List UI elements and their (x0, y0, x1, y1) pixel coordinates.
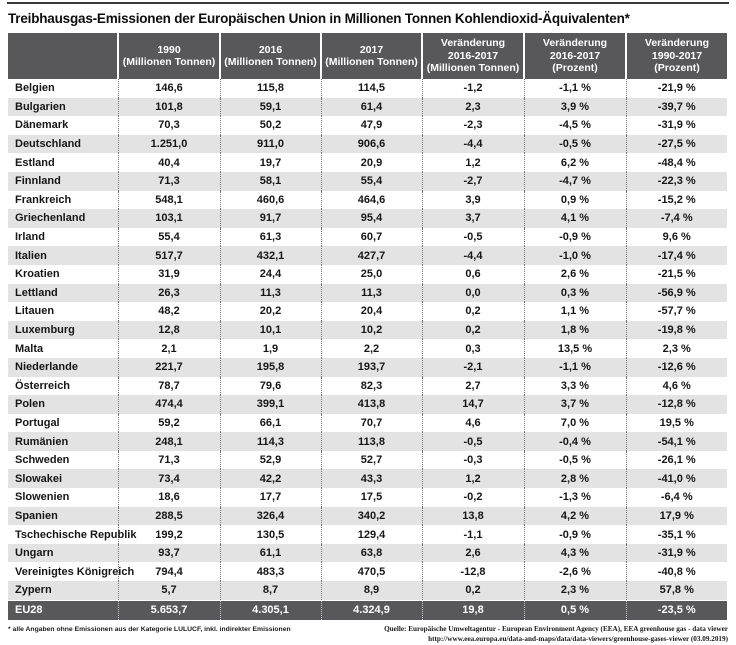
table-row (8, 525, 727, 544)
value-cell: -19,8 % (626, 321, 727, 340)
value-cell: 2,6 % (524, 265, 626, 284)
value-cell: 3,7 % (524, 395, 626, 414)
value-cell: 103,1 (118, 209, 220, 228)
source-attribution (384, 624, 728, 645)
country-cell: Belgien (15, 82, 55, 95)
value-cell: -0,9 % (524, 228, 626, 247)
value-cell: 11,3 (220, 284, 321, 303)
value-cell: -26,1 % (626, 451, 727, 470)
country-cell: Spanien (15, 509, 58, 522)
country-cell: Slowakei (15, 472, 63, 485)
value-cell: 3,7 (422, 209, 524, 228)
value-cell: 1,2 (422, 153, 524, 172)
column-header: 2017 (Millionen Tonnen) (321, 33, 422, 79)
value-cell: -17,4 % (626, 246, 727, 265)
value-cell: -12,8 % (626, 395, 727, 414)
table-row (8, 209, 727, 228)
table-row (8, 302, 727, 321)
value-cell: 13,5 % (524, 339, 626, 358)
value-cell: -0,5 % (524, 135, 626, 154)
country-cell: Schweden (15, 454, 70, 467)
table-row (8, 79, 727, 98)
value-cell: 13,8 (422, 507, 524, 526)
value-cell: -56,9 % (626, 284, 727, 303)
value-cell: -48,4 % (626, 153, 727, 172)
country-cell: Malta (15, 342, 44, 355)
value-cell: 2,1 (118, 339, 220, 358)
table-row (8, 395, 727, 414)
country-cell: Tschechische Republik (15, 528, 137, 541)
value-cell: 61,1 (220, 544, 321, 563)
country-cell: Dänemark (15, 119, 69, 132)
value-cell: 0,9 % (524, 191, 626, 210)
value-cell: 79,6 (220, 377, 321, 396)
value-cell: 20,9 (321, 153, 422, 172)
value-cell: -41,0 % (626, 469, 727, 488)
value-cell: 17,9 % (626, 507, 727, 526)
table-row (8, 153, 727, 172)
value-cell: 130,5 (220, 525, 321, 544)
value-cell: -12,8 (422, 562, 524, 581)
value-cell: 2,6 (422, 544, 524, 563)
value-cell: 20,2 (220, 302, 321, 321)
value-cell: -57,7 % (626, 302, 727, 321)
value-cell: 2,7 (422, 377, 524, 396)
value-cell: -12,6 % (626, 358, 727, 377)
column-header: Veränderung 2016-2017 (Millionen Tonnen) (422, 33, 524, 79)
value-cell: 70,3 (118, 116, 220, 135)
value-cell: 0,2 (422, 302, 524, 321)
value-cell: 50,2 (220, 116, 321, 135)
table-row (8, 339, 727, 358)
country-cell: Estland (15, 156, 55, 169)
value-cell: -0,5 % (524, 451, 626, 470)
value-cell: 906,6 (321, 135, 422, 154)
value-cell: 25,0 (321, 265, 422, 284)
value-cell: -2,1 (422, 358, 524, 377)
value-cell: 24,4 (220, 265, 321, 284)
value-cell: 340,2 (321, 507, 422, 526)
value-cell: -0,4 % (524, 432, 626, 451)
value-cell: -2,6 % (524, 562, 626, 581)
total-value-cell: 0,5 % (524, 600, 626, 620)
value-cell: 1,9 (220, 339, 321, 358)
value-cell: -1,1 % (524, 358, 626, 377)
value-cell: 9,6 % (626, 228, 727, 247)
value-cell: 17,7 (220, 488, 321, 507)
value-cell: 47,9 (321, 116, 422, 135)
value-cell: 113,8 (321, 432, 422, 451)
country-cell: Frankreich (15, 193, 72, 206)
total-value-cell: 4.324,9 (321, 600, 422, 620)
value-cell: -0,2 (422, 488, 524, 507)
value-cell: 114,3 (220, 432, 321, 451)
value-cell: 199,2 (118, 525, 220, 544)
value-cell: 18,6 (118, 488, 220, 507)
country-cell: Lettland (15, 286, 58, 299)
table-row (8, 191, 727, 210)
value-cell: 93,7 (118, 544, 220, 563)
value-cell: -2,3 (422, 116, 524, 135)
value-cell: 548,1 (118, 191, 220, 210)
value-cell: 61,3 (220, 228, 321, 247)
value-cell: -0,9 % (524, 525, 626, 544)
value-cell: 193,7 (321, 358, 422, 377)
value-cell: 6,2 % (524, 153, 626, 172)
value-cell: -1,1 (422, 525, 524, 544)
value-cell: 427,7 (321, 246, 422, 265)
value-cell: -1,3 % (524, 488, 626, 507)
value-cell: 517,7 (118, 246, 220, 265)
value-cell: -31,9 % (626, 544, 727, 563)
value-cell: 2,2 (321, 339, 422, 358)
country-cell: Griechenland (15, 212, 86, 225)
value-cell: 8,9 (321, 581, 422, 600)
value-cell: 52,9 (220, 451, 321, 470)
value-cell: 48,2 (118, 302, 220, 321)
value-cell: 115,8 (220, 79, 321, 98)
value-cell: 91,7 (220, 209, 321, 228)
table-row (8, 488, 727, 507)
country-cell: Polen (15, 398, 45, 411)
table-row (8, 135, 727, 154)
column-header: Veränderung 1990-2017 (Prozent) (626, 33, 727, 79)
column-header: Veränderung 2016-2017 (Prozent) (524, 33, 626, 79)
country-cell: Rumänien (15, 435, 69, 448)
value-cell: -2,7 (422, 172, 524, 191)
value-cell: 10,1 (220, 321, 321, 340)
value-cell: 55,4 (118, 228, 220, 247)
value-cell: 413,8 (321, 395, 422, 414)
country-cell: Luxemburg (15, 324, 75, 337)
value-cell: 1,2 (422, 469, 524, 488)
table-row (8, 284, 727, 303)
total-label-cell: EU28 (8, 600, 118, 620)
table-header (8, 33, 727, 79)
table-row (8, 172, 727, 191)
value-cell: 71,3 (118, 451, 220, 470)
value-cell: 60,7 (321, 228, 422, 247)
value-cell: 19,5 % (626, 414, 727, 433)
value-cell: 460,6 (220, 191, 321, 210)
value-cell: 4,3 % (524, 544, 626, 563)
country-cell: Niederlande (15, 361, 78, 374)
total-row (8, 600, 727, 620)
value-cell: -1,0 % (524, 246, 626, 265)
total-value-cell: -23,5 % (626, 600, 727, 620)
value-cell: 17,5 (321, 488, 422, 507)
value-cell: -6,4 % (626, 488, 727, 507)
value-cell: 19,7 (220, 153, 321, 172)
total-value-cell: 5.653,7 (118, 600, 220, 620)
value-cell: 31,9 (118, 265, 220, 284)
table-row (8, 98, 727, 117)
country-cell: Kroatien (15, 268, 60, 281)
footer (8, 624, 728, 645)
country-cell: Portugal (15, 416, 60, 429)
value-cell: 63,8 (321, 544, 422, 563)
table-row (8, 562, 727, 581)
country-cell: Zypern (15, 584, 52, 597)
value-cell: 14,7 (422, 395, 524, 414)
value-cell: 70,7 (321, 414, 422, 433)
value-cell: -21,5 % (626, 265, 727, 284)
value-cell: 71,3 (118, 172, 220, 191)
value-cell: 399,1 (220, 395, 321, 414)
value-cell: 474,4 (118, 395, 220, 414)
value-cell: 101,8 (118, 98, 220, 117)
value-cell: 2,8 % (524, 469, 626, 488)
country-cell: Slowenien (15, 491, 70, 504)
value-cell: 8,7 (220, 581, 321, 600)
total-value-cell: 19,8 (422, 600, 524, 620)
column-header: 1990 (Millionen Tonnen) (118, 33, 220, 79)
value-cell: 73,4 (118, 469, 220, 488)
value-cell: 195,8 (220, 358, 321, 377)
table-row (8, 469, 727, 488)
value-cell: -4,7 % (524, 172, 626, 191)
table-row (8, 228, 727, 247)
value-cell: 0,6 (422, 265, 524, 284)
footnote-text: * alle Angaben ohne Emissionen aus der Kategorie LULUCF, inkl. indirekter Emissionen (8, 625, 291, 633)
value-cell: 7,0 % (524, 414, 626, 433)
value-cell: 5,7 (118, 581, 220, 600)
value-cell: 1,8 % (524, 321, 626, 340)
value-cell: 42,2 (220, 469, 321, 488)
value-cell: -35,1 % (626, 525, 727, 544)
value-cell: -40,8 % (626, 562, 727, 581)
source-line-1: Quelle: Europäische Umweltagentur - European Environment Agency (EEA), EEA greenhouse gas - data viewer (384, 624, 728, 633)
value-cell: 78,7 (118, 377, 220, 396)
value-cell: 0,2 (422, 581, 524, 600)
value-cell: -22,3 % (626, 172, 727, 191)
value-cell: 129,4 (321, 525, 422, 544)
table-body (8, 79, 727, 600)
source-line-2: http://www.eea.europa.eu/data-and-maps/data/data-viewers/greenhouse-gases-viewer (03.09.2019) (428, 635, 728, 644)
value-cell: 114,5 (321, 79, 422, 98)
country-cell: Irland (15, 231, 45, 244)
value-cell: 432,1 (220, 246, 321, 265)
value-cell: 11,3 (321, 284, 422, 303)
value-cell: -4,5 % (524, 116, 626, 135)
value-cell: 59,2 (118, 414, 220, 433)
value-cell: -1,1 % (524, 79, 626, 98)
table-row (8, 246, 727, 265)
table-row (8, 432, 727, 451)
table-row (8, 377, 727, 396)
value-cell: -27,5 % (626, 135, 727, 154)
value-cell: 248,1 (118, 432, 220, 451)
value-cell: 2,3 (422, 98, 524, 117)
value-cell: 0,0 (422, 284, 524, 303)
value-cell: 1,1 % (524, 302, 626, 321)
table-row (8, 265, 727, 284)
value-cell: 61,4 (321, 98, 422, 117)
value-cell: 4,6 (422, 414, 524, 433)
table-row (8, 544, 727, 563)
value-cell: 3,3 % (524, 377, 626, 396)
value-cell: 2,3 % (524, 581, 626, 600)
country-cell: Litauen (15, 305, 55, 318)
value-cell: 52,7 (321, 451, 422, 470)
value-cell: 464,6 (321, 191, 422, 210)
value-cell: -4,4 (422, 246, 524, 265)
value-cell: 0,3 (422, 339, 524, 358)
table-row (8, 581, 727, 600)
value-cell: -7,4 % (626, 209, 727, 228)
table-row (8, 116, 727, 135)
table-row (8, 507, 727, 526)
country-cell: Österreich (15, 379, 71, 392)
value-cell: 95,4 (321, 209, 422, 228)
value-cell: 2,3 % (626, 339, 727, 358)
value-cell: 26,3 (118, 284, 220, 303)
value-cell: 288,5 (118, 507, 220, 526)
country-cell: Bulgarien (15, 100, 66, 113)
value-cell: -0,5 (422, 432, 524, 451)
value-cell: -21,9 % (626, 79, 727, 98)
value-cell: 4,2 % (524, 507, 626, 526)
value-cell: 55,4 (321, 172, 422, 191)
value-cell: 82,3 (321, 377, 422, 396)
table-row (8, 414, 727, 433)
value-cell: 221,7 (118, 358, 220, 377)
page-title: Treibhausgas-Emissionen der Europäischen Union in Millionen Tonnen Kohlendioxid-Äquivalenten* (8, 11, 630, 26)
value-cell: 3,9 (422, 191, 524, 210)
country-cell: Italien (15, 249, 47, 262)
value-cell: 40,4 (118, 153, 220, 172)
country-cell: Deutschland (15, 138, 82, 151)
table-footer (8, 600, 727, 620)
country-column-header (8, 33, 118, 79)
value-cell: 66,1 (220, 414, 321, 433)
value-cell: 0,3 % (524, 284, 626, 303)
value-cell: 43,3 (321, 469, 422, 488)
value-cell: -0,5 (422, 228, 524, 247)
table-row (8, 451, 727, 470)
country-cell: Vereinigtes Königreich (15, 565, 135, 578)
value-cell: 3,9 % (524, 98, 626, 117)
value-cell: 4,6 % (626, 377, 727, 396)
column-header: 2016 (Millionen Tonnen) (220, 33, 321, 79)
value-cell: -4,4 (422, 135, 524, 154)
emissions-table (8, 33, 727, 620)
value-cell: 4,1 % (524, 209, 626, 228)
value-cell: -0,3 (422, 451, 524, 470)
infographic-page (0, 2, 736, 644)
top-rule (7, 2, 729, 4)
value-cell: -1,2 (422, 79, 524, 98)
table-row (8, 358, 727, 377)
value-cell: -15,2 % (626, 191, 727, 210)
value-cell: -39,7 % (626, 98, 727, 117)
value-cell: 58,1 (220, 172, 321, 191)
value-cell: 794,4 (118, 562, 220, 581)
value-cell: 146,6 (118, 79, 220, 98)
value-cell: 1.251,0 (118, 135, 220, 154)
value-cell: 911,0 (220, 135, 321, 154)
value-cell: 0,2 (422, 321, 524, 340)
value-cell: 59,1 (220, 98, 321, 117)
total-value-cell: 4.305,1 (220, 600, 321, 620)
value-cell: -54,1 % (626, 432, 727, 451)
table-row (8, 321, 727, 340)
value-cell: 10,2 (321, 321, 422, 340)
value-cell: -31,9 % (626, 116, 727, 135)
country-cell: Ungarn (15, 547, 54, 560)
value-cell: 470,5 (321, 562, 422, 581)
value-cell: 483,3 (220, 562, 321, 581)
value-cell: 20,4 (321, 302, 422, 321)
value-cell: 326,4 (220, 507, 321, 526)
value-cell: 57,8 % (626, 581, 727, 600)
header-row (8, 33, 727, 79)
country-cell: Finnland (15, 175, 61, 188)
value-cell: 12,8 (118, 321, 220, 340)
